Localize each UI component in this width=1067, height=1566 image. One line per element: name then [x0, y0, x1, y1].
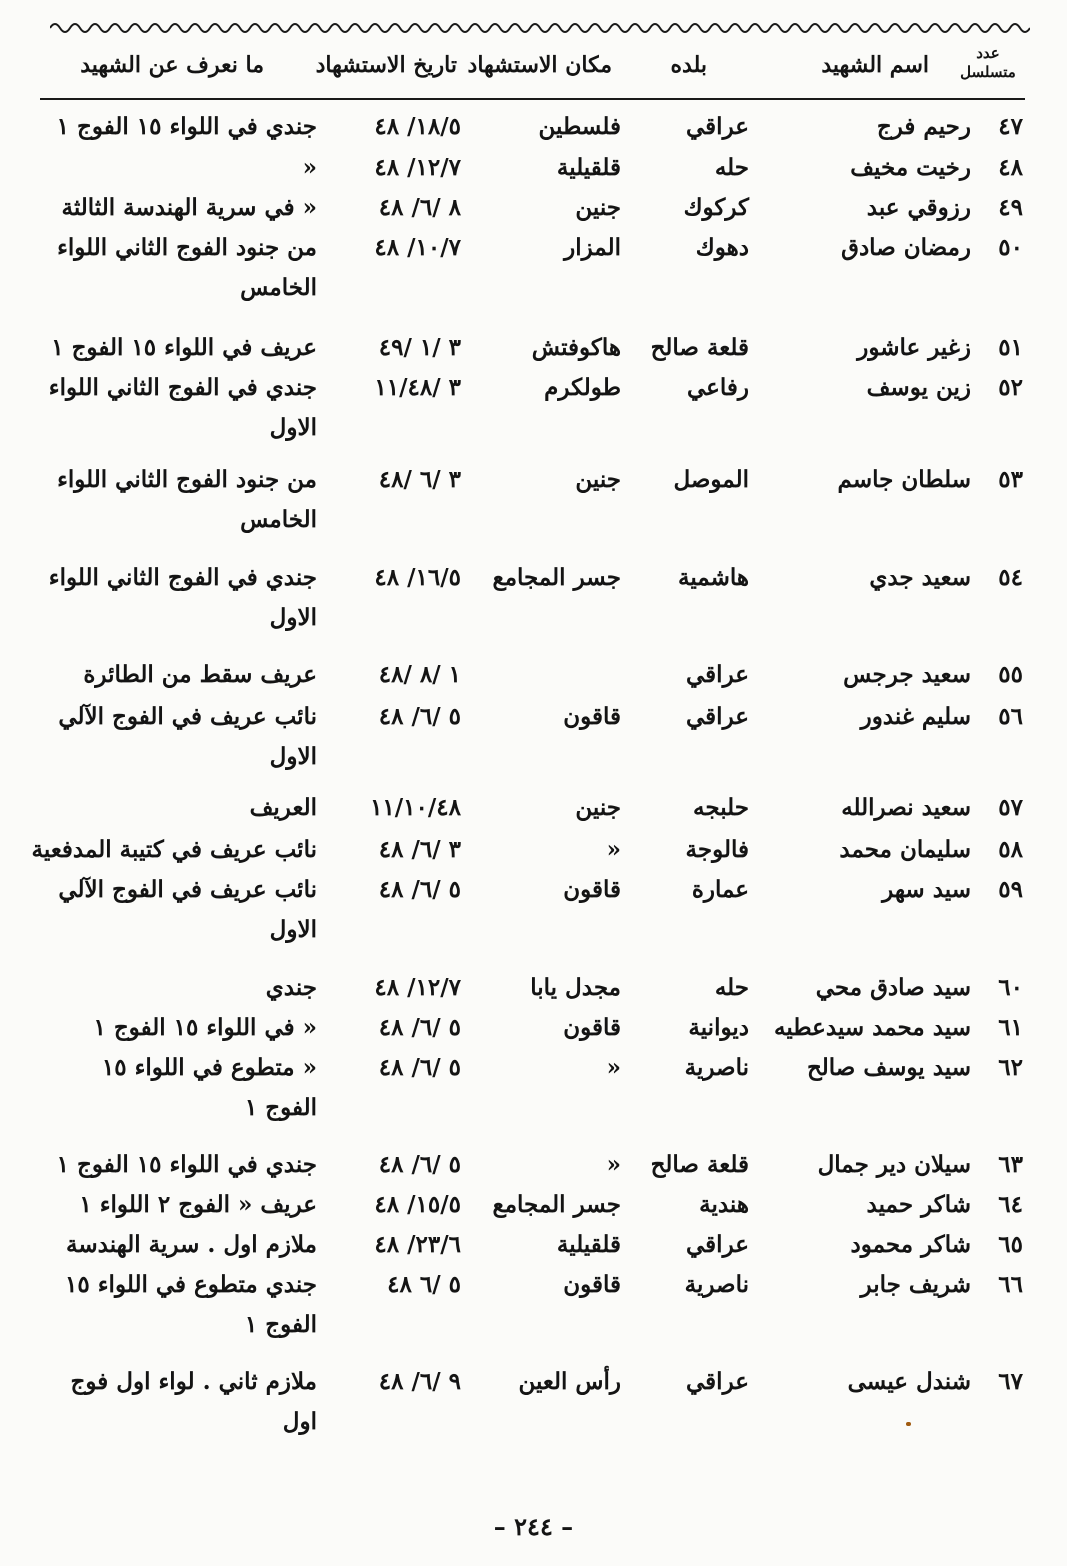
- row-place: قاقون: [563, 703, 621, 730]
- row-town: حلبجه: [693, 794, 749, 821]
- row-note: نائب عريف في الفوج الآلي: [58, 876, 317, 903]
- row-place: المزار: [564, 234, 621, 261]
- row-place: قاقون: [563, 1271, 621, 1298]
- row-num: ٦٣: [998, 1151, 1023, 1178]
- row-name: سيد محمد سيدعطيه: [774, 1014, 971, 1041]
- row-date: ١٥/٥/ ٤٨: [374, 1191, 461, 1218]
- row-town: رفاعي: [686, 374, 749, 401]
- header-place: مكان الاستشهاد: [467, 52, 612, 78]
- row-name: شريف جابر: [860, 1271, 971, 1298]
- row-date: ٨ /٦/ ٤٨: [378, 194, 461, 221]
- row-place: «: [606, 1054, 621, 1081]
- row-date: ٩ /٦/ ٤٨: [378, 1368, 461, 1395]
- row-town: عمارة: [691, 876, 749, 903]
- row-name: رمضان صادق: [841, 234, 971, 261]
- row-date: ٥ /٦/ ٤٨: [378, 876, 461, 903]
- ink-speck: [906, 1422, 911, 1426]
- row-name: سعيد جدي: [869, 564, 971, 591]
- row-date: ٥ /٦/ ٤٨: [378, 703, 461, 730]
- row-town: ناصرية: [684, 1054, 749, 1081]
- row-note: من جنود الفوج الثاني اللواء: [57, 466, 317, 493]
- row-place: رأس العين: [518, 1368, 621, 1395]
- row-num: ٦٥: [998, 1231, 1023, 1258]
- row-town: هندية: [699, 1191, 749, 1218]
- row-note-continuation: الاول: [269, 916, 317, 943]
- wavy-top-rule: [50, 16, 1030, 40]
- row-date: ٣ /٦ /٤٨: [378, 466, 461, 493]
- row-place: هاكوفتش: [531, 334, 621, 361]
- row-place: طولكرم: [544, 374, 621, 401]
- row-note: نائب عريف في الفوج الآلي: [58, 703, 317, 730]
- row-town: قلعة صالح: [650, 1151, 749, 1178]
- row-note-continuation: الخامس: [240, 506, 317, 533]
- row-note-continuation: الاول: [269, 604, 317, 631]
- row-town: عراقي: [686, 113, 749, 140]
- row-place: «: [606, 836, 621, 863]
- row-town: ناصرية: [684, 1271, 749, 1298]
- row-note: ملازم اول . سرية الهندسة: [66, 1231, 317, 1258]
- row-num: ٥٠: [998, 234, 1023, 261]
- row-name: رحيم فرج: [876, 113, 971, 140]
- row-name: شاكر محمود: [850, 1231, 971, 1258]
- row-date: ١١/١٠/٤٨: [370, 794, 461, 821]
- row-num: ٦٤: [998, 1191, 1023, 1218]
- header-serial: عدد متسلسل: [960, 44, 1016, 81]
- row-town: عراقي: [686, 703, 749, 730]
- row-note: من جنود الفوج الثاني اللواء: [57, 234, 317, 261]
- header-rule: [40, 98, 1025, 100]
- row-town: عراقي: [686, 1368, 749, 1395]
- row-note: جندي: [265, 974, 317, 1001]
- row-note: جندي في اللواء ١٥ الفوج ١: [56, 113, 317, 140]
- row-note-continuation: الاول: [269, 743, 317, 770]
- row-name: سيد سهر: [882, 876, 971, 903]
- row-place: جنين: [575, 466, 621, 493]
- header-town: بلده: [670, 52, 707, 78]
- row-name: سليم غندور: [860, 703, 971, 730]
- row-note: «: [302, 154, 317, 181]
- row-date: ١٢/٧/ ٤٨: [374, 974, 461, 1001]
- row-note: عريف « الفوج ٢ اللواء ١: [79, 1191, 317, 1218]
- row-note: عريف في اللواء ١٥ الفوج ١: [51, 334, 317, 361]
- header-notes: ما نعرف عن الشهيد: [80, 52, 264, 78]
- row-town: عراقي: [686, 1231, 749, 1258]
- row-name: رزوقي عبد: [866, 194, 971, 221]
- row-num: ٥٦: [998, 703, 1023, 730]
- row-town: دهوك: [695, 234, 749, 261]
- row-date: ١٠/٧/ ٤٨: [374, 234, 461, 261]
- row-note: جندي متطوع في اللواء ١٥: [65, 1271, 317, 1298]
- row-num: ٦٢: [998, 1054, 1023, 1081]
- row-note: جندي في الفوج الثاني اللواء: [48, 564, 317, 591]
- row-place: قلقيلية: [556, 1231, 621, 1258]
- row-date: ٥ /٦/ ٤٨: [378, 1014, 461, 1041]
- row-num: ٥٣: [998, 466, 1023, 493]
- row-name: سيد يوسف صالح: [806, 1054, 971, 1081]
- row-name: سعيد نصرالله: [841, 794, 971, 821]
- row-num: ٦٧: [998, 1368, 1023, 1395]
- row-date: ٢٣/٦/ ٤٨: [374, 1231, 461, 1258]
- row-date: ٥ /٦ ٤٨: [387, 1271, 461, 1298]
- row-name: رخيت مخيف: [850, 154, 971, 181]
- row-town: الموصل: [673, 466, 749, 493]
- row-place: [451, 655, 621, 695]
- row-note: ملازم ثاني . لواء اول فوج: [70, 1368, 317, 1395]
- row-name: شاكر حميد: [866, 1191, 971, 1218]
- row-town: فالوجة: [685, 836, 749, 863]
- row-note: نائب عريف في كتيبة المدفعية: [31, 836, 317, 863]
- row-name: زغير عاشور: [857, 334, 971, 361]
- row-place: فلسطين: [538, 113, 621, 140]
- row-place: قلقيلية: [556, 154, 621, 181]
- row-num: ٦٦: [998, 1271, 1023, 1298]
- row-town: حله: [714, 154, 749, 181]
- row-place: جسر المجامع: [492, 1191, 621, 1218]
- row-place: جسر المجامع: [492, 564, 621, 591]
- row-note-continuation: اول: [282, 1408, 317, 1435]
- row-date: ١٦/٥/ ٤٨: [374, 564, 461, 591]
- row-num: ٥٧: [998, 794, 1023, 821]
- row-num: ٤٩: [998, 194, 1023, 221]
- row-note: جندي في الفوج الثاني اللواء: [48, 374, 317, 401]
- row-note: « في سرية الهندسة الثالثة: [61, 194, 317, 221]
- header-date: تاريخ الاستشهاد: [315, 52, 457, 78]
- row-place: جنين: [575, 194, 621, 221]
- row-num: ٥٩: [998, 876, 1023, 903]
- row-num: ٦٠: [998, 974, 1023, 1001]
- row-name: سليمان محمد: [839, 836, 971, 863]
- header-name: اسم الشهيد: [821, 52, 929, 78]
- row-date: ١٨/٥/ ٤٨: [374, 113, 461, 140]
- row-date: ١ /٨ /٤٨: [378, 661, 461, 688]
- row-note: « متطوع في اللواء ١٥: [101, 1054, 317, 1081]
- row-note-continuation: الفوج ١: [244, 1311, 317, 1338]
- row-date: ٣ /١ /٤٩: [378, 334, 461, 361]
- row-num: ٥٢: [998, 374, 1023, 401]
- row-num: ٤٧: [998, 113, 1023, 140]
- row-note: العريف: [249, 794, 317, 821]
- row-place: قاقون: [563, 1014, 621, 1041]
- row-num: ٤٨: [998, 154, 1023, 181]
- page-number: – ٢٤٤ –: [493, 1512, 574, 1541]
- row-note: « في اللواء ١٥ الفوج ١: [93, 1014, 317, 1041]
- row-place: مجدل يابا: [530, 974, 621, 1001]
- row-town: ديوانية: [688, 1014, 749, 1041]
- row-town: حله: [714, 974, 749, 1001]
- row-date: ١٢/٧/ ٤٨: [374, 154, 461, 181]
- row-note: عريف سقط من الطائرة: [83, 661, 317, 688]
- row-num: ٦١: [998, 1014, 1023, 1041]
- row-name: سلطان جاسم: [837, 466, 971, 493]
- row-note-continuation: الفوج ١: [244, 1094, 317, 1121]
- row-name: سعيد جرجس: [843, 661, 971, 688]
- row-num: ٥٤: [998, 564, 1023, 591]
- row-date: ٥ /٦/ ٤٨: [378, 1151, 461, 1178]
- row-note-continuation: الخامس: [240, 274, 317, 301]
- row-town: قلعة صالح: [650, 334, 749, 361]
- row-place: قاقون: [563, 876, 621, 903]
- row-name: سيد صادق محي: [815, 974, 971, 1001]
- row-note: جندي في اللواء ١٥ الفوج ١: [56, 1151, 317, 1178]
- row-name: سيلان دير جمال: [817, 1151, 971, 1178]
- row-town: كركوك: [683, 194, 749, 221]
- row-date: ٣ /١١/٤٨: [374, 374, 461, 401]
- row-town: هاشمية: [678, 564, 749, 591]
- row-date: ٣ /٦/ ٤٨: [378, 836, 461, 863]
- row-town: عراقي: [686, 661, 749, 688]
- row-name: زين يوسف: [866, 374, 971, 401]
- row-num: ٥٨: [998, 836, 1023, 863]
- row-note-continuation: الاول: [269, 414, 317, 441]
- row-num: ٥١: [998, 334, 1023, 361]
- row-place: جنين: [575, 794, 621, 821]
- row-place: «: [606, 1151, 621, 1178]
- row-date: ٥ /٦/ ٤٨: [378, 1054, 461, 1081]
- row-num: ٥٥: [998, 661, 1023, 688]
- row-name: شندل عيسى: [847, 1368, 971, 1395]
